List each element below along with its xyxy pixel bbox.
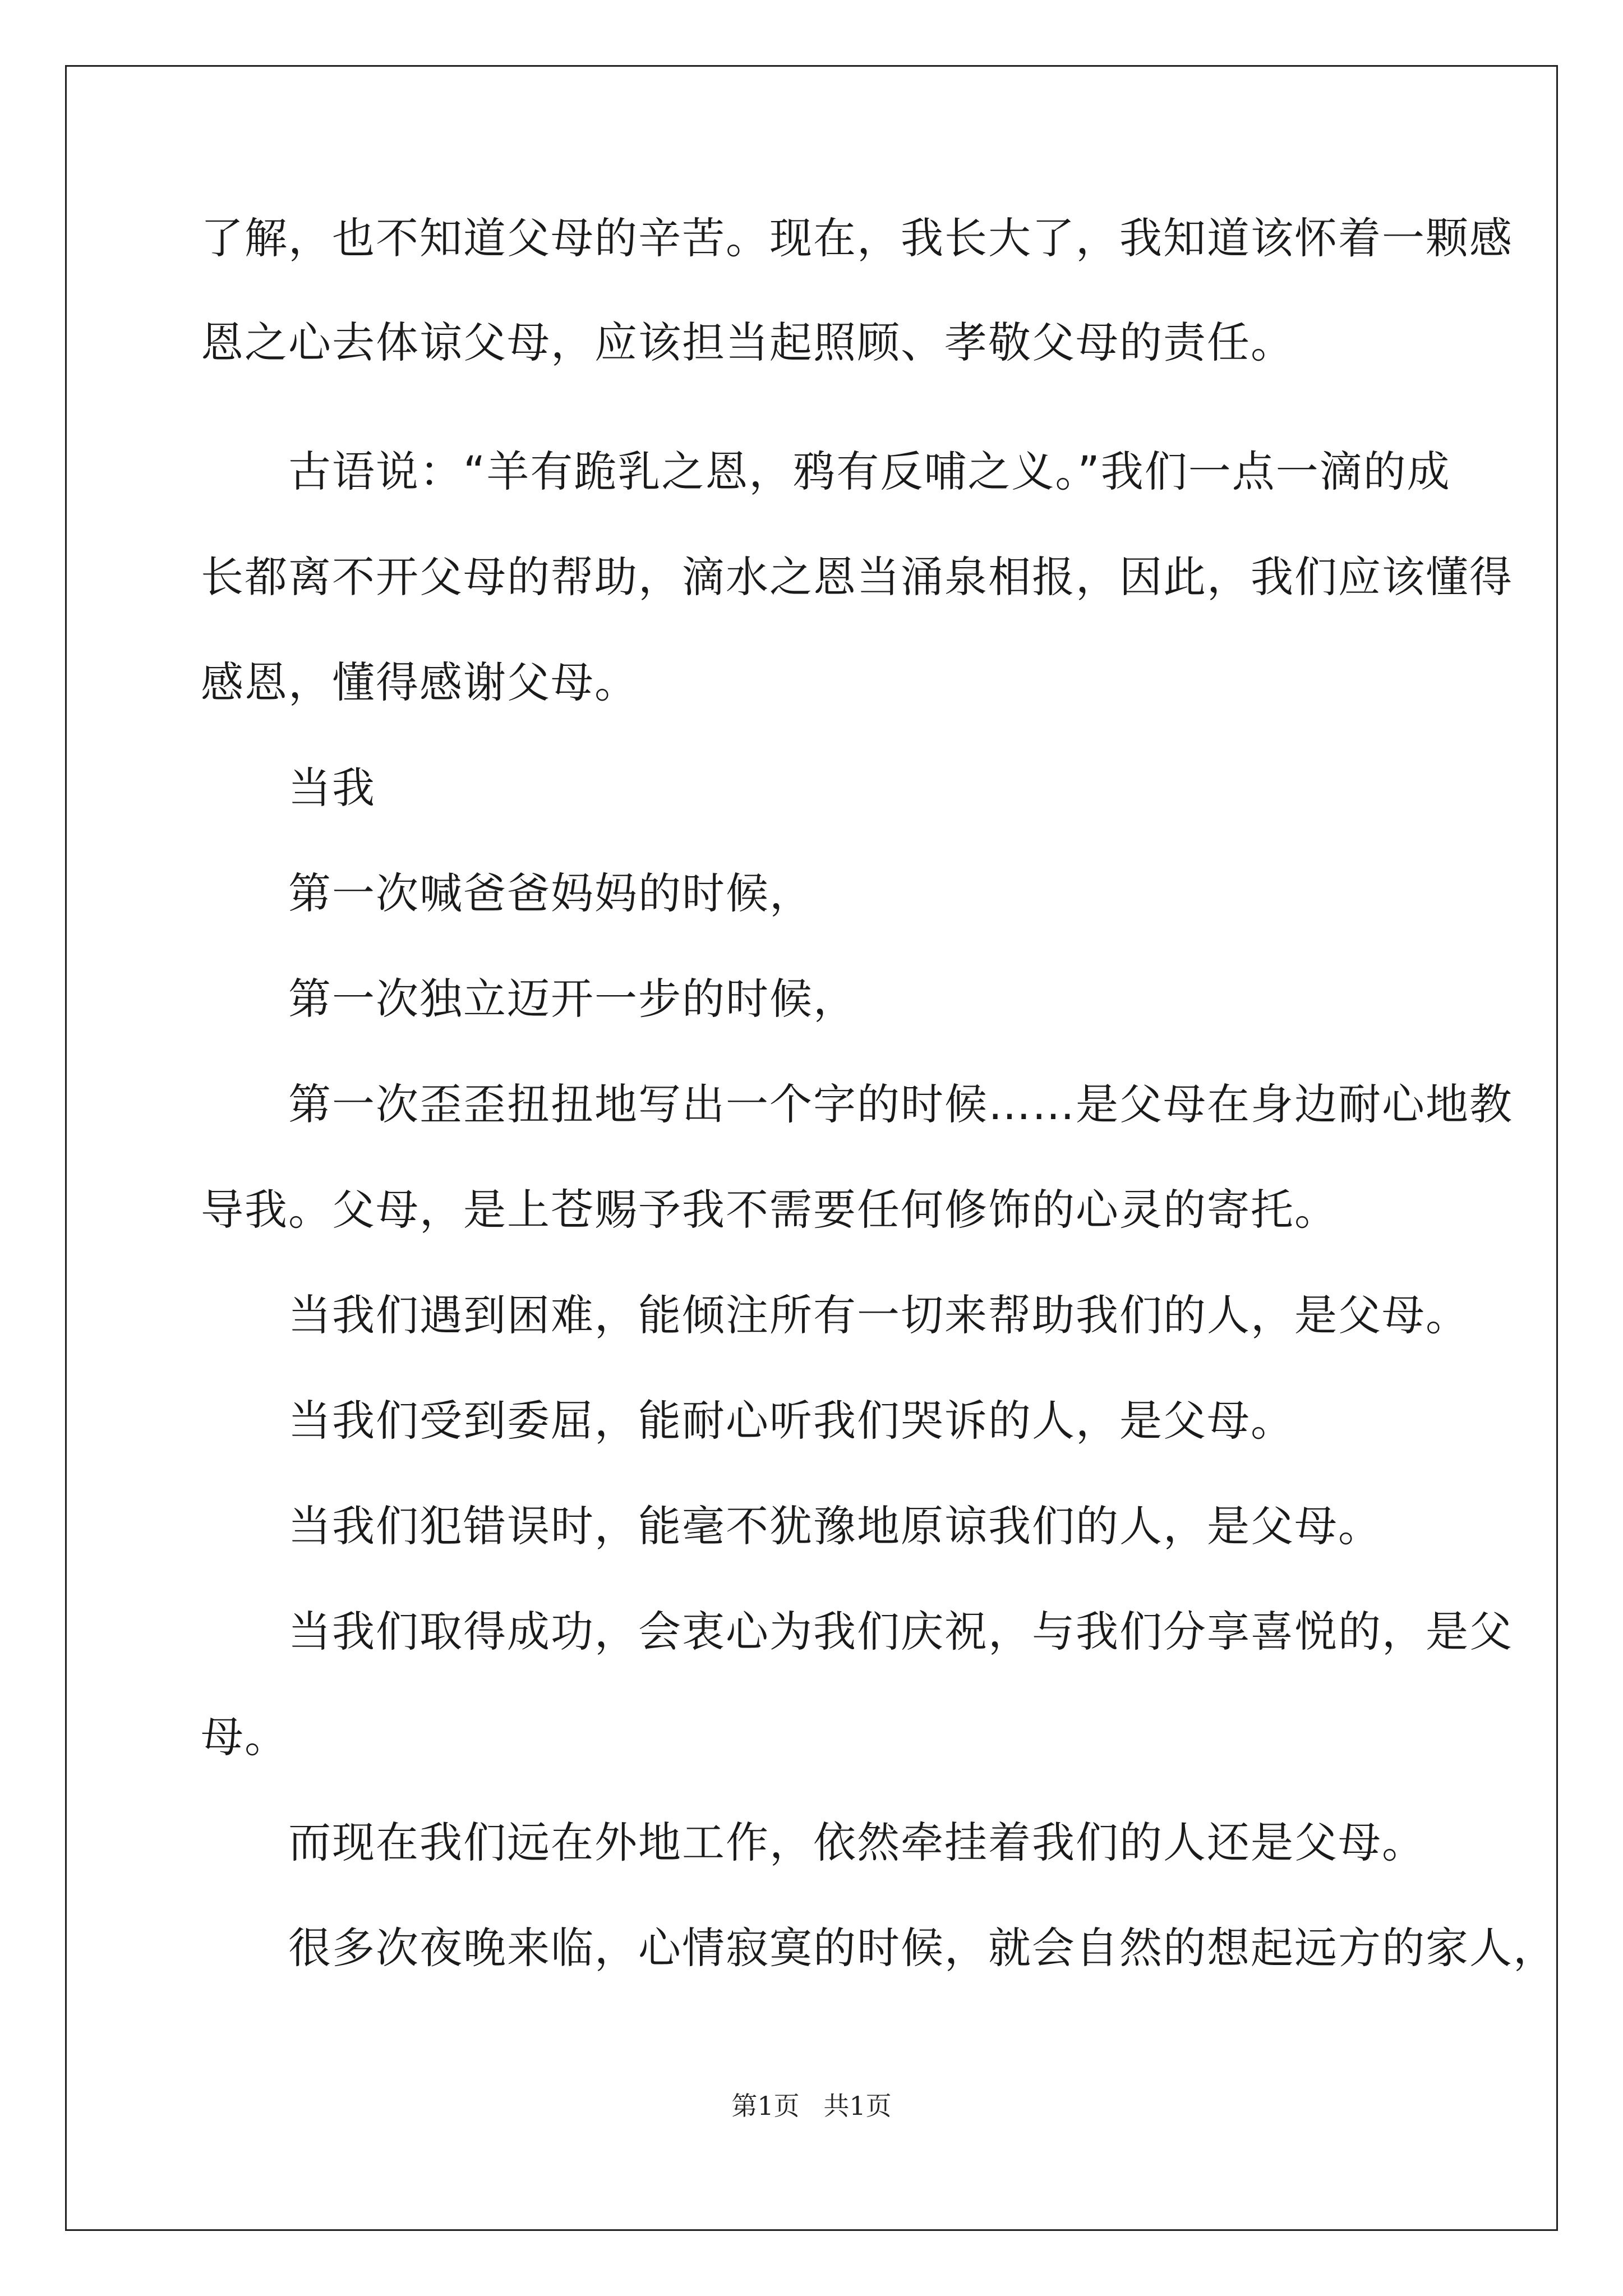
- text-line: 导我。父母，是上苍赐予我不需要任何修饰的心灵的寄托。: [201, 1185, 1338, 1235]
- text-line: 第一次喊爸爸妈妈的时候，: [201, 868, 813, 918]
- page-border: [65, 65, 1558, 2231]
- text-line: 了解，也不知道父母的辛苦。现在，我长大了，我知道该怀着一颗感: [201, 213, 1513, 263]
- text-line: 当我们受到委屈，能耐心听我们哭诉的人，是父母。: [201, 1396, 1294, 1446]
- text-line: 古语说：“羊有跪乳之恩，鸦有反哺之义。”我们一点一滴的成: [201, 447, 1451, 496]
- text-line: 当我: [201, 763, 376, 813]
- text-line: 感恩，懂得感谢父母。: [201, 657, 638, 707]
- text-line: 而现在我们远在外地工作，依然牵挂着我们的人还是父母。: [201, 1818, 1426, 1867]
- text-line: 第一次歪歪扭扭地写出一个字的时候……是父母在身边耐心地教: [201, 1079, 1513, 1129]
- text-line: 当我们犯错误时，能毫不犹豫地原谅我们的人，是父母。: [201, 1501, 1382, 1551]
- page-footer: [0, 2086, 1623, 2123]
- text-line: 第一次独立迈开一步的时候，: [201, 974, 857, 1024]
- text-line: 当我们遇到困难，能倾注所有一切来帮助我们的人，是父母。: [201, 1290, 1469, 1340]
- text-line: 长都离不开父母的帮助，滴水之恩当涌泉相报，因此，我们应该懂得: [201, 552, 1513, 602]
- page-total: 共1页: [823, 2091, 892, 2121]
- text-line: 当我们取得成功，会衷心为我们庆祝，与我们分享喜悦的，是父: [201, 1607, 1513, 1657]
- text-line: 母。: [201, 1712, 288, 1762]
- text-line: 恩之心去体谅父母，应该担当起照顾、孝敬父母的责任。: [201, 318, 1294, 367]
- text-line: 很多次夜晚来临，心情寂寞的时候，就会自然的想起远方的家人，: [201, 1923, 1557, 1973]
- page-number: 第1页: [731, 2091, 800, 2121]
